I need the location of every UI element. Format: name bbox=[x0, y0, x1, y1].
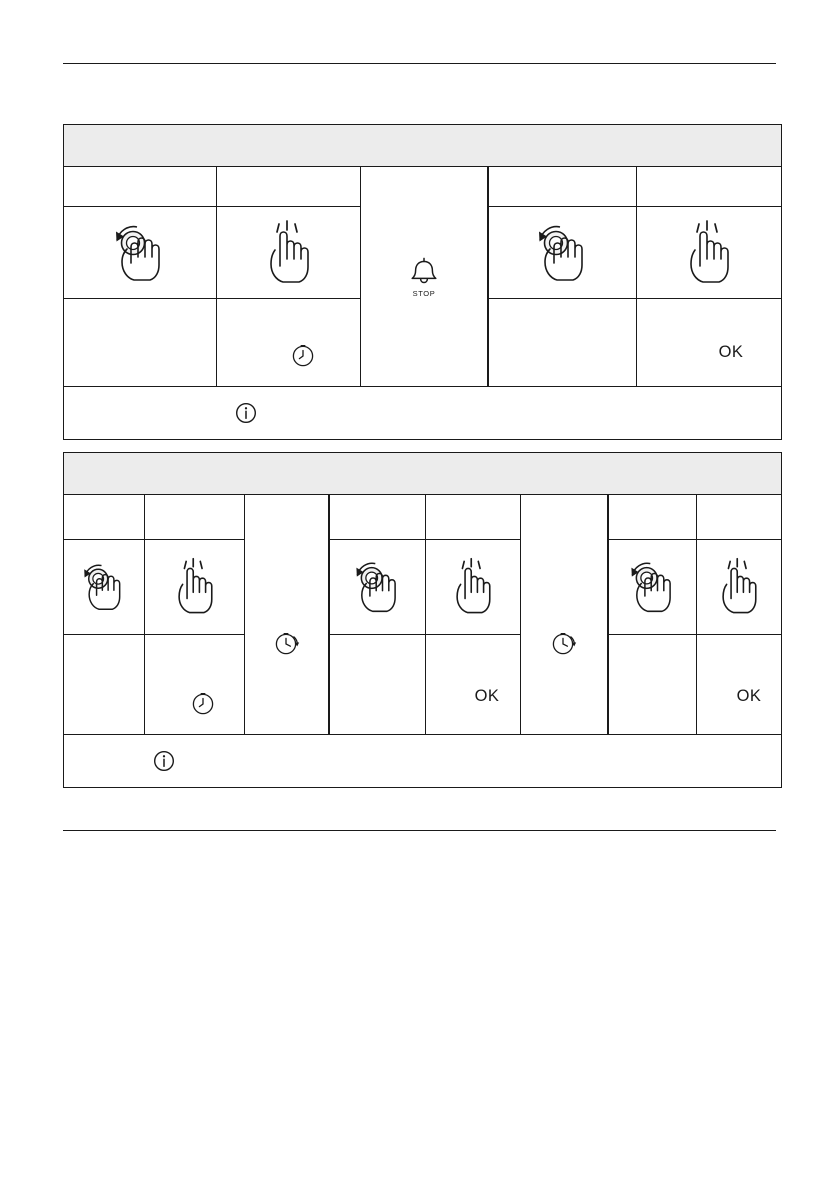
cell-label-1 bbox=[64, 495, 144, 540]
press-knob-icon bbox=[675, 216, 743, 290]
cell-timer-1 bbox=[216, 299, 360, 387]
rotate-knob-icon bbox=[523, 216, 603, 290]
bell-stop-icon bbox=[407, 256, 441, 288]
info-icon bbox=[152, 749, 176, 773]
cell-stop bbox=[360, 167, 488, 387]
cell-timer-span-1 bbox=[244, 495, 329, 735]
table-top bbox=[63, 124, 782, 440]
cell-press-2 bbox=[636, 207, 781, 299]
press-knob-icon bbox=[165, 552, 225, 622]
timer-arrow-icon bbox=[550, 629, 578, 657]
cell-rotate-1 bbox=[64, 540, 144, 635]
cell-label-7 bbox=[608, 495, 696, 540]
cell-empty-2 bbox=[488, 299, 636, 387]
cell-rotate-3 bbox=[608, 540, 696, 635]
info-icon bbox=[234, 401, 258, 425]
cell-empty-1 bbox=[64, 635, 144, 735]
cell-label-5 bbox=[636, 167, 781, 207]
rotate-knob-icon bbox=[71, 552, 137, 622]
cell-ok-1 bbox=[425, 635, 520, 735]
cell-label-2 bbox=[216, 167, 360, 207]
cell-press-3 bbox=[696, 540, 781, 635]
cell-press-1 bbox=[216, 207, 360, 299]
press-knob-icon bbox=[443, 552, 503, 622]
cell-label-1 bbox=[64, 167, 216, 207]
press-knob-icon bbox=[709, 552, 769, 622]
footer-rule bbox=[63, 830, 776, 831]
cell-empty-1 bbox=[64, 299, 216, 387]
cell-label-4 bbox=[488, 167, 636, 207]
timer-icon bbox=[290, 342, 316, 368]
ok-label: OK bbox=[474, 687, 500, 705]
cell-rotate-2 bbox=[488, 207, 636, 299]
cell-press-1 bbox=[144, 540, 244, 635]
cell-rotate-1 bbox=[64, 207, 216, 299]
rotate-knob-icon bbox=[100, 216, 180, 290]
ok-label: OK bbox=[736, 687, 762, 705]
stop-label: STOP bbox=[412, 288, 436, 298]
cell-ok-2 bbox=[696, 635, 781, 735]
cell-label-4 bbox=[329, 495, 425, 540]
timer-icon bbox=[190, 690, 216, 716]
cell-info bbox=[64, 735, 781, 787]
table-bottom-header bbox=[64, 453, 781, 495]
cell-timer-1 bbox=[144, 635, 244, 735]
table-top-header bbox=[64, 125, 781, 167]
ok-label: OK bbox=[718, 343, 744, 361]
cell-info bbox=[64, 387, 781, 439]
cell-label-2 bbox=[144, 495, 244, 540]
cell-label-8 bbox=[696, 495, 781, 540]
cell-label-5 bbox=[425, 495, 520, 540]
table-bottom bbox=[63, 452, 782, 788]
rotate-knob-icon bbox=[617, 552, 689, 622]
cell-empty-3 bbox=[608, 635, 696, 735]
press-knob-icon bbox=[255, 216, 323, 290]
header-rule bbox=[63, 63, 776, 64]
timer-arrow-icon bbox=[273, 629, 301, 657]
rotate-knob-icon bbox=[342, 552, 414, 622]
table-bottom-grid bbox=[64, 495, 781, 788]
cell-press-2 bbox=[425, 540, 520, 635]
cell-timer-span-2 bbox=[520, 495, 608, 735]
table-top-grid bbox=[64, 167, 781, 440]
cell-ok-1 bbox=[636, 299, 781, 387]
cell-rotate-2 bbox=[329, 540, 425, 635]
cell-empty-2 bbox=[329, 635, 425, 735]
